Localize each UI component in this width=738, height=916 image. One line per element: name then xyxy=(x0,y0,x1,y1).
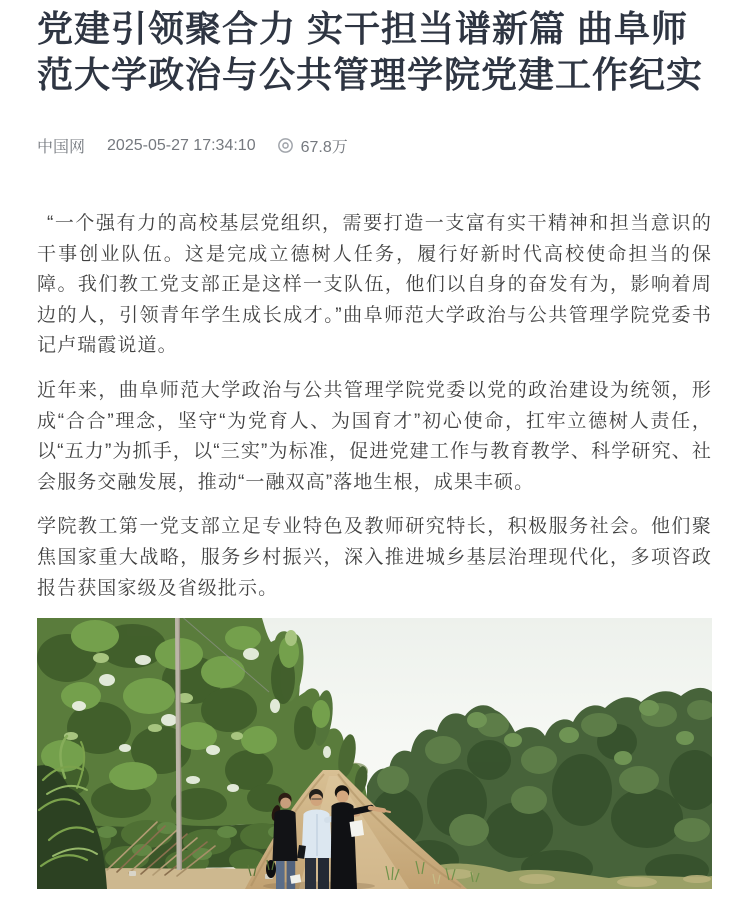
paragraph: 近年来，曲阜师范大学政治与公共管理学院党委以党的政治建设为统领，形成“合合”理念，坚守“为党育人、为国育才”初心使命，扛牢立德树人责任，以“五力”为抓手，以“三实”为标准，促进党建工作与教育教学、科学研究、社会服务交融发展，推动“一融双高”落地生根，成果丰硕。 xyxy=(37,379,712,493)
article-body xyxy=(37,209,712,604)
view-count-text: 67.8万 xyxy=(300,139,348,156)
article-meta xyxy=(37,134,712,157)
paragraph: 学院教工第一党支部立足专业特色及教师研究特长，积极服务社会。他们聚焦国家重大战略，服务乡村振兴，深入推进城乡基层治理现代化，多项咨政报告获国家级及省级批示。 xyxy=(37,516,712,599)
article-photo-field-visit[interactable] xyxy=(37,618,712,889)
view-count xyxy=(276,134,348,157)
source-name: 中国网 xyxy=(37,139,86,156)
publish-datetime: 2025-05-27 17:34:10 xyxy=(107,136,256,154)
paragraph: “一个强有力的高校基层党组织，需要打造一支富有实干精神和担当意识的干事创业队伍。这是完成立德树人任务，履行好新时代高校使命担当的保障。我们教工党支部正是这样一支队伍，他们以自身的奋发有为，影响着周边的人，引领青年学生成长成才。”曲阜师范大学政治与公共管理学院党委书记卢瑞霞说道。 xyxy=(37,213,712,357)
eye-icon xyxy=(276,136,295,155)
article-title: 党建引领聚合力 实干担当谱新篇 曲阜师范大学政治与公共管理学院党建工作纪实 xyxy=(37,8,704,95)
